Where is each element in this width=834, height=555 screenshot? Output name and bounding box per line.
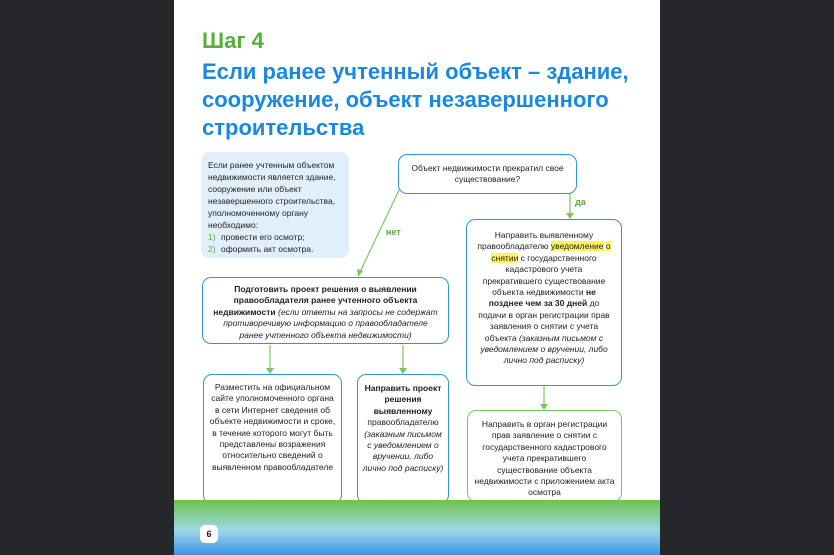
question-box: Объект недвижимости прекратил свое существование?: [398, 154, 577, 194]
send-decision-text: правообладателю: [367, 417, 439, 428]
notify-box: [466, 219, 622, 386]
label-no: нет: [386, 227, 401, 237]
notify-highlight: о снятии: [491, 241, 611, 263]
notify-text: Направить выявленному правообладателю: [477, 230, 594, 252]
publish-box: Разместить на официальном сайте уполномоченного органа в сети Интернет сведения об объекте недвижимости и сроке, в течение которого могут быть представлены возражения относительно сведений о выявленном правообладателе: [203, 374, 342, 504]
prepare-decision-note: (если ответы на запросы не содержат противоречивую информацию о правообладателе ранее учтенного объекта недвижимости): [223, 306, 438, 340]
page-title: Если ранее учтенный объект – здание, сооружение, объект незавершенного строительства: [202, 59, 629, 140]
page-number: 6: [200, 525, 218, 543]
notify-highlight: уведомление: [550, 241, 604, 252]
send-decision-box: [357, 374, 449, 504]
note-item-text: провести его осмотр;: [221, 232, 305, 242]
notify-delivery-note: (заказным письмом с уведомлением о вручении, либо лично под расписку): [480, 332, 608, 366]
step-heading: Шаг 4: [202, 28, 264, 53]
send-decision-note: (заказным письмом с уведомлением о вручении, либо лично под расписку): [362, 428, 444, 473]
notify-deadline: не позднее чем за 30 дней: [488, 287, 596, 309]
notify-text: с государственного кадастрового учета прекратившего существование объекта недвижимости: [482, 252, 606, 298]
send-decision-bold: Направить проект решения выявленному: [364, 383, 442, 416]
arrowhead-no: [357, 269, 363, 277]
notify-text: до подачи в орган регистрации прав заявления о снятии с учета объекта: [478, 298, 610, 343]
note-intro: Если ранее учтенным объектом недвижимости является здание, сооружение или объект незавершенного строительства, уполномоченному органу необходимо:: [208, 160, 336, 230]
final-application-box: Направить в орган регистрации прав заявление о снятии с государственного кадастрового учета прекратившего существование объекта недвижимости с приложением акта осмотра: [467, 410, 622, 502]
prepare-decision-box: [202, 277, 449, 344]
footer-gradient: [174, 500, 660, 555]
note-item-number: 1): [208, 232, 216, 242]
note-item-text: оформить акт осмотра.: [221, 244, 314, 254]
prepare-decision-bold: Подготовить проект решения о выявлении правообладателя ранее учтенного объекта недвижимости: [213, 284, 418, 317]
document-page: [174, 0, 660, 555]
note-item-number: 2): [208, 244, 216, 254]
label-yes: да: [575, 197, 586, 207]
